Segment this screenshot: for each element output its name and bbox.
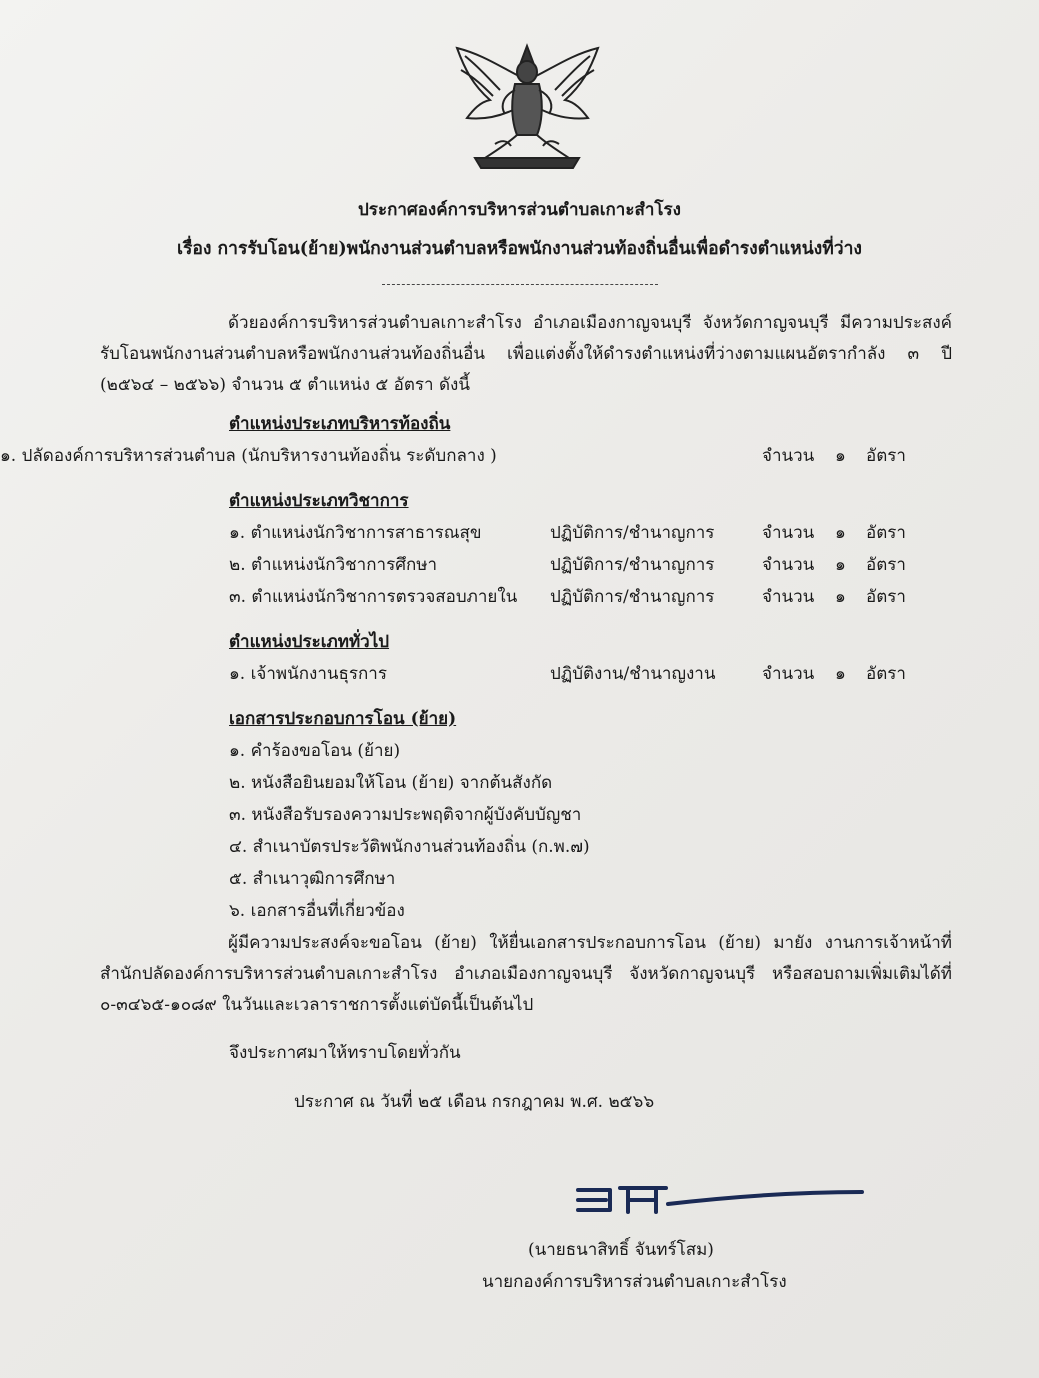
count-label: จำนวน bbox=[762, 664, 815, 684]
count-label: จำนวน bbox=[762, 587, 815, 607]
count-unit: อัตรา bbox=[866, 555, 906, 575]
announcement-title: ประกาศองค์การบริหารส่วนตำบลเกาะสำโรง bbox=[358, 200, 681, 220]
count-label: จำนวน bbox=[762, 446, 815, 466]
signature-icon bbox=[570, 1178, 870, 1218]
section-heading-general: ตำแหน่งประเภททั่วไป bbox=[229, 632, 390, 652]
section-heading-executive: ตำแหน่งประเภทบริหารท้องถิ่น bbox=[229, 414, 451, 434]
count-unit: อัตรา bbox=[866, 446, 906, 466]
announcement-subject: เรื่อง การรับโอน(ย้าย)พนักงานส่วนตำบลหรือพนักงานส่วนท้องถิ่นอื่นเพื่อดำรงตำแหน่งที่ว่าง bbox=[177, 239, 862, 259]
signatory-name: (นายธนาสิทธิ์ จันทร์โสม) bbox=[528, 1240, 714, 1260]
contact-paragraph bbox=[100, 928, 952, 1021]
count-label: จำนวน bbox=[762, 555, 815, 575]
count-unit: อัตรา bbox=[866, 664, 906, 684]
count-unit: อัตรา bbox=[866, 523, 906, 543]
position-level: ปฏิบัติการ/ชำนาญการ bbox=[550, 523, 715, 543]
signatory-position: นายกองค์การบริหารส่วนตำบลเกาะสำโรง bbox=[482, 1272, 787, 1292]
list-item: ๓. หนังสือรับรองความประพฤติจากผู้บังคับบัญชา bbox=[229, 805, 582, 825]
count-unit: อัตรา bbox=[866, 587, 906, 607]
intro-paragraph bbox=[100, 308, 952, 401]
closing-line: จึงประกาศมาให้ทราบโดยทั่วกัน bbox=[229, 1043, 461, 1063]
position-level: ปฏิบัติการ/ชำนาญการ bbox=[550, 555, 715, 575]
position-name: ๑. ปลัดองค์การบริหารส่วนตำบล (นักบริหารงานท้องถิ่น ระดับกลาง ) bbox=[0, 446, 497, 466]
count-value: ๑ bbox=[835, 523, 846, 543]
intro-text: ด้วยองค์การบริหารส่วนตำบลเกาะสำโรง อำเภอเมืองกาญจนบุรี จังหวัดกาญจนบุรี มีความประสงค์รับโอนพนักงานส่วนตำบลหรือพนักงานส่วนท้องถิ่นอื่น เพื่อแต่งตั้งให้ดำรงตำแหน่งที่ว่างตามแผนอัตรากำลัง ๓ ปี (๒๕๖๔ – ๒๕๖๖) จำนวน ๕ ตำแหน่ง ๕ อัตรา ดังนี้ bbox=[100, 313, 952, 395]
contact-text: ผู้มีความประสงค์จะขอโอน (ย้าย) ให้ยื่นเอกสารประกอบการโอน (ย้าย) มายัง งานการเจ้าหน้าที่ สำนักปลัดองค์การบริหารส่วนตำบลเกาะสำโรง อำเภอเมืองกาญจนบุรี จังหวัดกาญจนบุรี หรือสอบถามเพิ่มเติมได้ที่ ๐-๓๔๖๕-๑๐๘๙ ในวันและเวลาราชการตั้งแต่บัดนี้เป็นต้นไป bbox=[100, 933, 952, 1015]
count-label: จำนวน bbox=[762, 523, 815, 543]
list-item: ๔. สำเนาบัตรประวัติพนักงานส่วนท้องถิ่น (ก.พ.๗) bbox=[229, 837, 590, 857]
list-item: ๒. หนังสือยินยอมให้โอน (ย้าย) จากต้นสังกัด bbox=[229, 773, 553, 793]
count-value: ๑ bbox=[835, 555, 846, 575]
list-item: ๕. สำเนาวุฒิการศึกษา bbox=[229, 869, 396, 889]
position-name: ๑. ตำแหน่งนักวิชาการสาธารณสุข bbox=[229, 523, 482, 543]
list-item: ๑. คำร้องขอโอน (ย้าย) bbox=[229, 741, 401, 761]
count-value: ๑ bbox=[835, 446, 846, 466]
title-divider bbox=[382, 284, 658, 285]
announcement-date: ประกาศ ณ วันที่ ๒๕ เดือน กรกฎาคม พ.ศ. ๒๕๖๖ bbox=[294, 1092, 655, 1112]
position-name: ๒. ตำแหน่งนักวิชาการศึกษา bbox=[229, 555, 438, 575]
list-item bbox=[0, 442, 497, 469]
count-value: ๑ bbox=[835, 664, 846, 684]
section-heading-documents: เอกสารประกอบการโอน (ย้าย) bbox=[229, 709, 457, 729]
count-value: ๑ bbox=[835, 587, 846, 607]
list-item: ๖. เอกสารอื่นที่เกี่ยวข้อง bbox=[229, 901, 405, 921]
garuda-emblem-icon bbox=[445, 40, 610, 180]
position-name: ๓. ตำแหน่งนักวิชาการตรวจสอบภายใน bbox=[229, 587, 518, 607]
position-name: ๑. เจ้าพนักงานธุรการ bbox=[229, 664, 387, 684]
section-heading-academic: ตำแหน่งประเภทวิชาการ bbox=[229, 491, 409, 511]
position-level: ปฏิบัติการ/ชำนาญการ bbox=[550, 587, 715, 607]
position-level: ปฏิบัติงาน/ชำนาญงาน bbox=[550, 664, 716, 684]
